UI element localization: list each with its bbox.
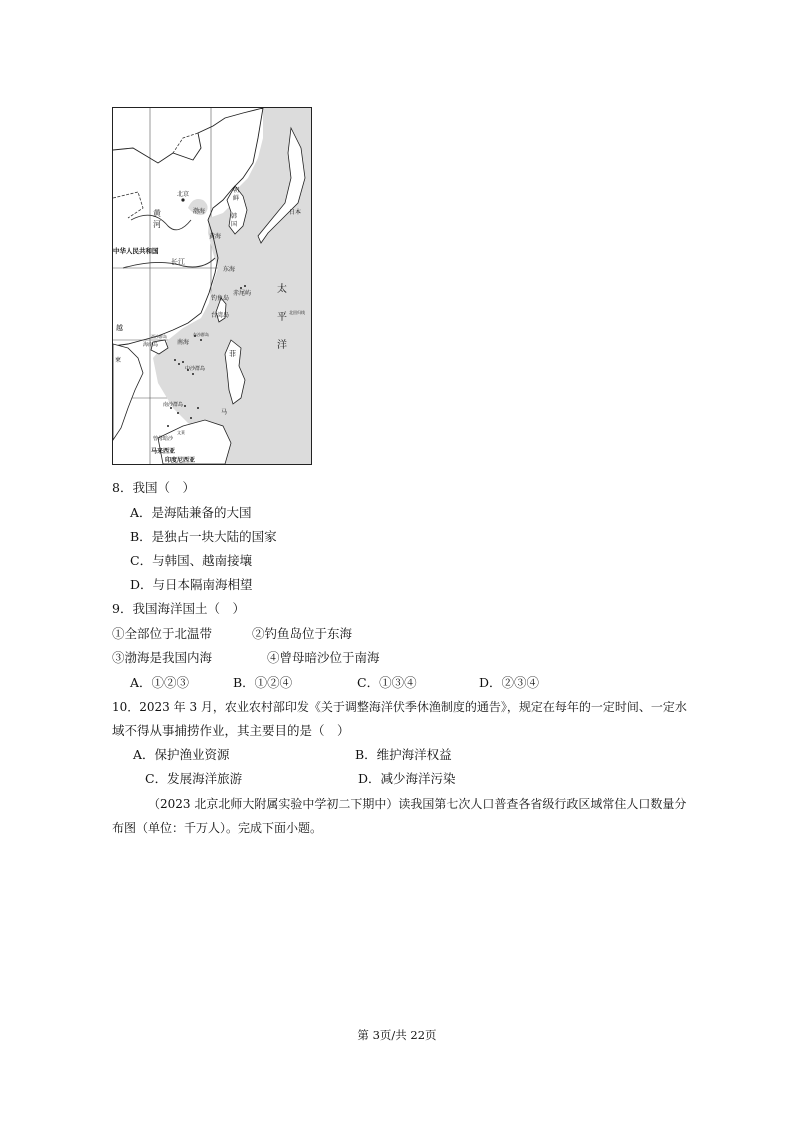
q9-stem: 9．我国海洋国土（ ） [112, 601, 245, 616]
label-xian: 鲜 [233, 195, 240, 202]
label-wenlai: 文莱 [177, 430, 185, 435]
label-huanghai: 黄海 [209, 233, 222, 240]
q8-option-b[interactable]: B．是独占一块大陆的国家 [130, 529, 277, 544]
label-jian: 柬 [115, 357, 122, 364]
label-tai: 太 [277, 284, 287, 295]
q10-option-b[interactable]: B．维护海洋权益 [355, 747, 452, 762]
q10-stem-line2: 域不得从事捕捞作业，其主要目的是（ ） [112, 723, 350, 738]
label-fei: 菲 [229, 350, 236, 358]
q9-option-b[interactable]: B．①②④ [233, 675, 293, 690]
q9-statement-4: ④曾母暗沙位于南海 [267, 650, 380, 665]
label-yinni: 印度尼西亚 [165, 457, 196, 464]
capital-icon [181, 198, 184, 201]
label-chiweiyu: 赤尾屿 [233, 290, 252, 297]
q8-option-c[interactable]: C．与韩国、越南接壤 [130, 553, 253, 568]
label-donghai: 东海 [223, 266, 236, 273]
yangtze-river [123, 258, 215, 268]
label-ping: 平 [277, 312, 287, 323]
label-nanhai: 南海 [177, 339, 190, 346]
label-yang: 洋 [277, 340, 287, 351]
q10-option-a[interactable]: A．保护渔业资源 [133, 747, 230, 762]
label-bohai: 渤海 [193, 208, 206, 215]
q9-option-d[interactable]: D．②③④ [479, 675, 540, 690]
label-riben: 日本 [289, 209, 302, 216]
label-ma: 马 [221, 409, 228, 416]
label-hainandao: 海南岛 [143, 342, 159, 348]
label-changjiang: 长江 [171, 258, 185, 266]
label-malaixiya: 马来西亚 [151, 448, 176, 455]
q10-stem-line1: 10．2023 年 3 月，农业农村部印发《关于调整海洋伏季休渔制度的通告》，规定在每年的一定时间、一定水 [112, 700, 687, 714]
label-chaoxian: 朝 [233, 187, 240, 194]
q8-stem: 8．我国（ ） [112, 480, 195, 495]
china-seas-map [112, 107, 312, 465]
label-huanghe-2: 河 [153, 220, 161, 229]
q8-option-a[interactable]: A．是海陆兼备的大国 [130, 505, 252, 520]
label-zhongsha: 中沙群岛 [185, 366, 206, 372]
label-huanghe-1: 黄 [153, 209, 161, 218]
q9-option-c[interactable]: C．①③④ [357, 675, 417, 690]
label-yue: 越 [116, 324, 123, 332]
label-zengmu: 曾母暗沙 [153, 436, 174, 442]
label-diaoyudao: 钓鱼岛 [211, 295, 230, 302]
yellow-river [131, 215, 191, 230]
map-drawing [113, 108, 311, 464]
label-tropic: 北回归线 [289, 310, 305, 315]
q9-statement-1: ①全部位于北温带 [112, 626, 213, 641]
label-xisha: 西沙群岛 [151, 334, 167, 339]
label-dongsha: 东沙群岛 [193, 332, 209, 337]
q10-option-c[interactable]: C．发展海洋旅游 [145, 771, 243, 786]
q8-option-d[interactable]: D．与日本隔南海相望 [130, 577, 253, 592]
q10-option-d[interactable]: D．减少海洋污染 [358, 771, 456, 786]
label-nansha: 南沙群岛 [163, 402, 184, 408]
section-intro-line1: （2023 北京北师大附属实验中学初二下期中）读我国第七次人口普查各省级行政区域常住人口数量分 [148, 797, 687, 811]
q9-option-a[interactable]: A．①②③ [130, 675, 190, 690]
section-intro-line2: 布图（单位：千万人）。完成下面小题。 [112, 821, 323, 835]
q9-statement-2: ②钓鱼岛位于东海 [252, 626, 353, 641]
label-hanguo-1: 韩 [231, 213, 238, 220]
q9-statement-3: ③渤海是我国内海 [112, 650, 213, 665]
label-country: 中华人民共和国 [113, 247, 159, 255]
label-beijing: 北京 [177, 191, 190, 198]
label-hanguo-2: 国 [231, 221, 238, 228]
sea-area [153, 108, 311, 464]
page-number: 第 3页/共 22页 [357, 1028, 437, 1042]
label-taiwandao: 台湾岛 [211, 312, 230, 319]
national-border [113, 133, 198, 218]
